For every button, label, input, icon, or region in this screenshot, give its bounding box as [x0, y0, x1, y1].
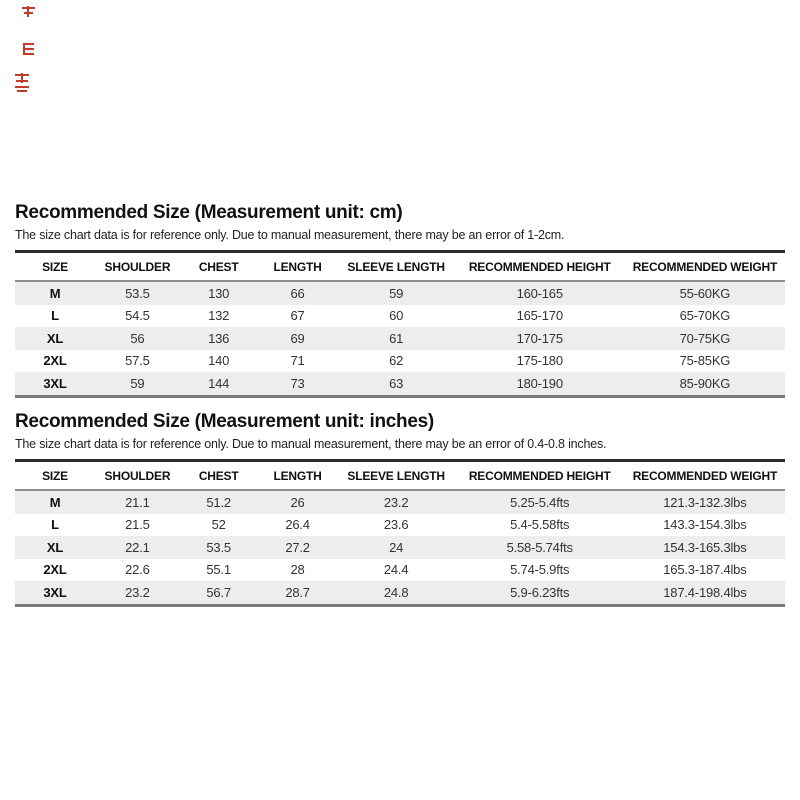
- column-header: SIZE: [42, 468, 68, 483]
- value-cell: 59: [130, 375, 145, 391]
- column-header: SLEEVE LENGTH: [347, 468, 445, 483]
- value-cell: 22.6: [125, 562, 150, 578]
- size-cell: L: [51, 517, 59, 533]
- value-cell: 57.5: [125, 353, 150, 369]
- red-stamp-icon: [21, 42, 36, 56]
- column-header: LENGTH: [273, 468, 322, 483]
- size-cell: 2XL: [43, 562, 67, 578]
- size-cell: M: [49, 494, 61, 510]
- size-cell: 2XL: [43, 353, 67, 369]
- value-cell: 121.3-132.3lbs: [663, 494, 747, 510]
- size-chart-section-inches: [15, 410, 785, 607]
- value-cell: 5.9-6.23fts: [510, 584, 570, 600]
- value-cell: 69: [290, 330, 305, 346]
- column-header: RECOMMENDED WEIGHT: [632, 259, 778, 274]
- column-header: CHEST: [198, 468, 239, 483]
- value-cell: 140: [208, 353, 230, 369]
- size-cell: M: [49, 285, 61, 301]
- value-cell: 187.4-198.4lbs: [663, 584, 747, 600]
- value-cell: 53.5: [206, 539, 231, 555]
- value-cell: 60: [389, 308, 404, 324]
- table-row: [15, 350, 785, 373]
- value-cell: 144: [208, 375, 230, 391]
- value-cell: 75-85KG: [679, 353, 731, 369]
- value-cell: 55-60KG: [679, 285, 731, 301]
- value-cell: 5.58-5.74fts: [506, 539, 573, 555]
- section-subtitle-inches: The size chart data is for reference only. Due to manual measurement, there may be an error of 0.4-0.8 inches.: [15, 437, 607, 451]
- column-header: SHOULDER: [104, 468, 171, 483]
- size-cell: XL: [46, 539, 64, 555]
- value-cell: 51.2: [206, 494, 231, 510]
- value-cell: 53.5: [125, 285, 150, 301]
- value-cell: 143.3-154.3lbs: [663, 517, 747, 533]
- size-cell: 3XL: [43, 375, 67, 391]
- value-cell: 56: [130, 330, 145, 346]
- value-cell: 5.25-5.4fts: [510, 494, 570, 510]
- table-row: [15, 490, 785, 514]
- column-header: RECOMMENDED WEIGHT: [632, 468, 778, 483]
- value-cell: 24: [389, 539, 404, 555]
- value-cell: 21.5: [125, 517, 150, 533]
- value-cell: 21.1: [125, 494, 150, 510]
- value-cell: 170-175: [516, 330, 563, 346]
- value-cell: 132: [208, 308, 230, 324]
- size-table-inches: [15, 459, 785, 607]
- value-cell: 62: [389, 353, 404, 369]
- section-title-cm: Recommended Size (Measurement unit: cm): [15, 202, 403, 223]
- header-row: [15, 461, 785, 491]
- column-header: SHOULDER: [104, 259, 171, 274]
- value-cell: 63: [389, 375, 404, 391]
- value-cell: 61: [389, 330, 404, 346]
- table-row: [15, 559, 785, 582]
- red-stamp-icon: [13, 72, 31, 92]
- value-cell: 23.6: [383, 517, 409, 533]
- size-cell: L: [51, 308, 59, 324]
- value-cell: 23.2: [125, 584, 150, 600]
- value-cell: 52: [211, 517, 226, 533]
- column-header: RECOMMENDED HEIGHT: [468, 468, 611, 483]
- table-row: [15, 514, 785, 537]
- value-cell: 22.1: [125, 539, 150, 555]
- column-header: SLEEVE LENGTH: [347, 259, 445, 274]
- column-header: SIZE: [42, 259, 68, 274]
- size-table-cm: [15, 250, 785, 398]
- value-cell: 5.4-5.58fts: [510, 517, 570, 533]
- value-cell: 56.7: [206, 584, 231, 600]
- value-cell: 130: [208, 285, 230, 301]
- column-header: LENGTH: [273, 259, 322, 274]
- value-cell: 27.2: [285, 539, 310, 555]
- size-cell: XL: [46, 330, 64, 346]
- value-cell: 24.4: [383, 562, 409, 578]
- table-row: [15, 536, 785, 559]
- value-cell: 165-170: [516, 308, 563, 324]
- value-cell: 28.7: [285, 584, 310, 600]
- value-cell: 26: [290, 494, 305, 510]
- value-cell: 67: [290, 308, 305, 324]
- red-stamp-marks: [0, 0, 60, 110]
- value-cell: 65-70KG: [679, 308, 731, 324]
- value-cell: 71: [290, 353, 305, 369]
- value-cell: 73: [290, 375, 305, 391]
- value-cell: 59: [389, 285, 404, 301]
- value-cell: 85-90KG: [679, 375, 731, 391]
- value-cell: 136: [208, 330, 230, 346]
- value-cell: 5.74-5.9fts: [510, 562, 570, 578]
- section-subtitle-cm: The size chart data is for reference only. Due to manual measurement, there may be an error of 1-2cm.: [15, 228, 565, 242]
- value-cell: 160-165: [516, 285, 563, 301]
- size-cell: 3XL: [43, 584, 67, 600]
- table-row: [15, 327, 785, 350]
- table-row: [15, 305, 785, 328]
- value-cell: 154.3-165.3lbs: [663, 539, 747, 555]
- value-cell: 175-180: [516, 353, 563, 369]
- value-cell: 26.4: [285, 517, 310, 533]
- value-cell: 180-190: [516, 375, 563, 391]
- value-cell: 70-75KG: [679, 330, 731, 346]
- value-cell: 55.1: [206, 562, 231, 578]
- column-header: RECOMMENDED HEIGHT: [468, 259, 611, 274]
- value-cell: 24.8: [383, 584, 409, 600]
- value-cell: 66: [290, 285, 305, 301]
- column-header: CHEST: [198, 259, 239, 274]
- table-row: [15, 372, 785, 396]
- value-cell: 54.5: [125, 308, 150, 324]
- value-cell: 28: [290, 562, 305, 578]
- header-row: [15, 252, 785, 282]
- size-chart-section-cm: [15, 201, 785, 398]
- red-stamp-icon: [21, 5, 36, 18]
- table-row: [15, 581, 785, 605]
- section-title-inches: Recommended Size (Measurement unit: inches): [15, 411, 434, 432]
- table-row: [15, 281, 785, 305]
- value-cell: 165.3-187.4lbs: [663, 562, 747, 578]
- value-cell: 23.2: [383, 494, 409, 510]
